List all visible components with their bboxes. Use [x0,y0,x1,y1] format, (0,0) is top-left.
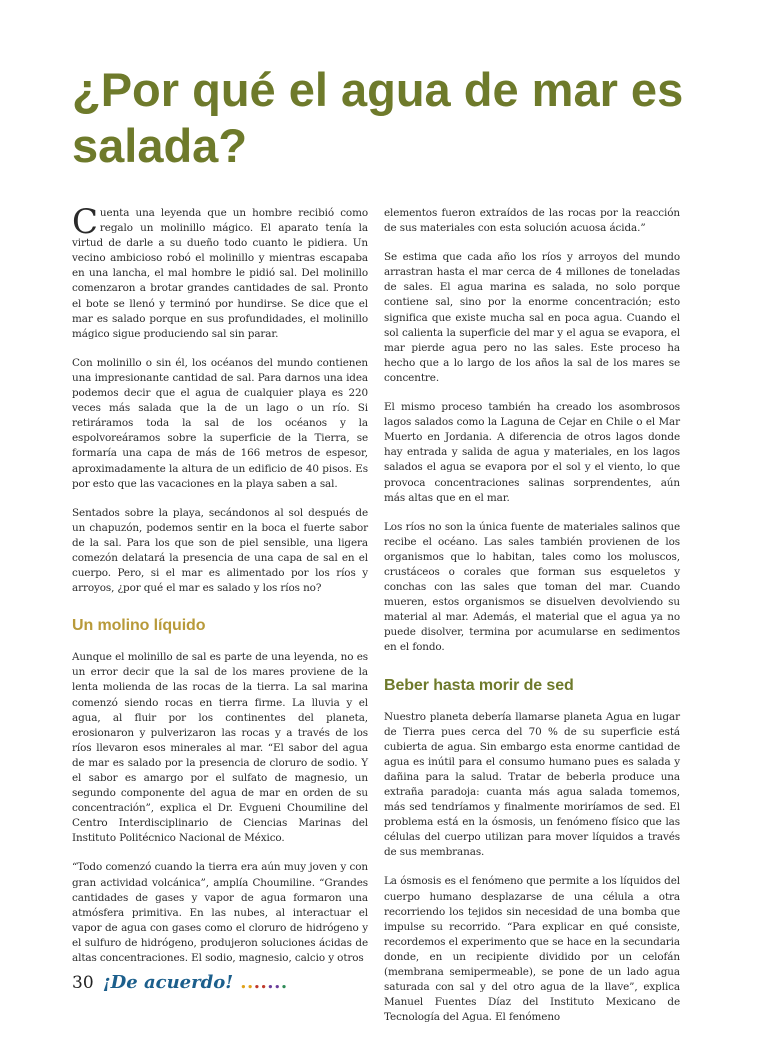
paragraph: Sentados sobre la playa, secándonos al sol después de un chapuzón, podemos sentir en la boca el fuerte sabor de la sal. Para los que son de piel sensible, una ligera comezón delatará la presencia de una capa de sal en el cuerpo. Pero, si el mar es alimentado por los ríos y arroyos, ¿por qué el mar es salado y los ríos no? [72,506,368,595]
logo-dots: ....... [240,972,288,993]
paragraph: “Todo comenzó cuando la tierra era aún muy joven y con gran actividad volcánica”, amplía Choumiline. “Grandes cantidades de gases y vapor de agua formaron una atmósfera primitiva. En las nubes, al interactuar el vapor de agua con gases como el cloruro de hidrógeno y el sulfuro de hidrógeno, produjeron soluciones ácidas de altas concentraciones. El sodio, magnesio, calcio y otros [72,861,368,965]
paragraph: Con molinillo o sin él, los océanos del mundo contienen una impresionante cantidad de sal. Para darnos una idea podemos decir que el agua de cualquier playa es 220 veces más salada que la de un lago o un río. Si retiráramos toda la sal de los océanos y la espolvoreáramos sobre la superficie de la Tierra, se formaría una capa de más de 166 metros de espesor, aproximadamente la altura de un edificio de 40 pisos. Es por esto que las vacaciones en la playa saben a sal. [72,356,368,490]
paragraph: La ósmosis es el fenómeno que permite a los líquidos del cuerpo humano desplazarse de una célula a otra recorriendo los tejidos sin necesidad de una bomba que impulse su recorrido. “Para explicar en qué consiste, recordemos el experimento que se hace en la secundaria donde, en un recipiente dividido por un celofán (membrana semipermeable), se pone de un lado agua saturada con sal y del otro agua de la llave”, explica Manuel Fuentes Díaz del Instituto Mexicano de Tecnología del Agua. El fenómeno [384,875,680,1024]
drop-cap: C [72,202,98,242]
page-footer [72,972,288,993]
paragraph: El mismo proceso también ha creado los asombrosos lagos salados como la Laguna de Cejar en Chile o el Mar Muerto en Jordania. A diferencia de otros lagos donde hay entrada y salida de agua y materiales, en los lagos salados el agua se evapora por el sol y el viento, lo que provoca concentraciones salinas sorprendentes, aún más altas que en el mar. [384,401,680,504]
paragraph: elementos fueron extraídos de las rocas por la reacción de sus materiales con esta solución acuosa ácida.” [384,207,680,235]
section-heading: Beber hasta morir de sed [384,676,574,694]
left-column [72,202,368,980]
magazine-logo: ¡De acuerdo! [102,972,234,993]
article-title: ¿Por qué el agua de mar es salada? [72,63,684,172]
paragraph [72,202,368,342]
section-heading: Un molino líquido [72,617,206,635]
paragraph: Nuestro planeta debería llamarse planeta Agua en lugar de Tierra pues cerca del 70 % de su superficie está cubierta de agua. Sin embargo esta enorme cantidad de agua es inútil para el consumo humano pues es salada y dañina para la salud. Tratar de beberla produce una extraña paradoja: cuanta más agua salada tomemos, más sed tendríamos y finalmente moriríamos de sed. El problema está en la ósmosis, un fenómeno físico que las células del cuerpo utilizan para mover líquidos a través de sus membranas. [384,710,680,859]
right-column [384,206,680,1039]
paragraph: Se estima que cada año los ríos y arroyos del mundo arrastran hasta el mar cerca de 4 millones de toneladas de sales. El agua marina es salada, no solo porque contiene sal, sino por la enorme concentración; esto significa que existe mucha sal en poca agua. Cuando el sol calienta la superficie del mar y el agua se evapora, el mar pierde agua pero no las sales. Este proceso ha hecho que a lo largo de los años la sal de los mares se concentre. [384,251,680,384]
paragraph: Los ríos no son la única fuente de materiales salinos que recibe el océano. Las sales también provienen de los organismos que lo habitan, tales como los moluscos, crustáceos o corales que forman sus esqueletos y conchas con las sales que toman del mar. Cuando mueren, estos organismos se disuelven devolviendo su material al mar. Además, el material que el agua ya no puede disolver, termina por acumularse en sedimentos en el fondo. [384,520,680,654]
page-number: 30 [72,973,94,993]
paragraph-text: uenta una leyenda que un hombre recibió como regalo un molinillo mágico. El aparato tenía la virtud de darle a su dueño todo cuanto le pidiera. Un vecino ambicioso robó el molinillo y mientras escapaba en una lancha, el mal hombre le pidió sal. Del molinillo comenzaron a brotar grandes cantidades de sal. Pronto el bote se llenó y terminó por hundirse. Se dice que el mar es salado porque en sus profundidades, el molinillo mágico sigue produciendo sal sin parar. [72,207,368,340]
paragraph: Aunque el molinillo de sal es parte de una leyenda, no es un error decir que la sal de los mares proviene de la lenta molienda de las rocas de la tierra. La sal marina comenzó siendo rocas en tierra firme. La lluvia y el agua, al fluir por los continentes del planeta, erosionaron y pulverizaron las rocas y a través de los ríos llevaron esos minerales al mar. “El sabor del agua de mar es salado por la presencia de cloruro de sodio. Y el sabor es amargo por el sulfato de magnesio, un segundo componente del agua de mar en orden de su concentración”, explica el Dr. Evgueni Choumiline del Centro Interdisciplinario de Ciencias Marinas del Instituto Politécnico Nacional de México. [72,651,368,845]
